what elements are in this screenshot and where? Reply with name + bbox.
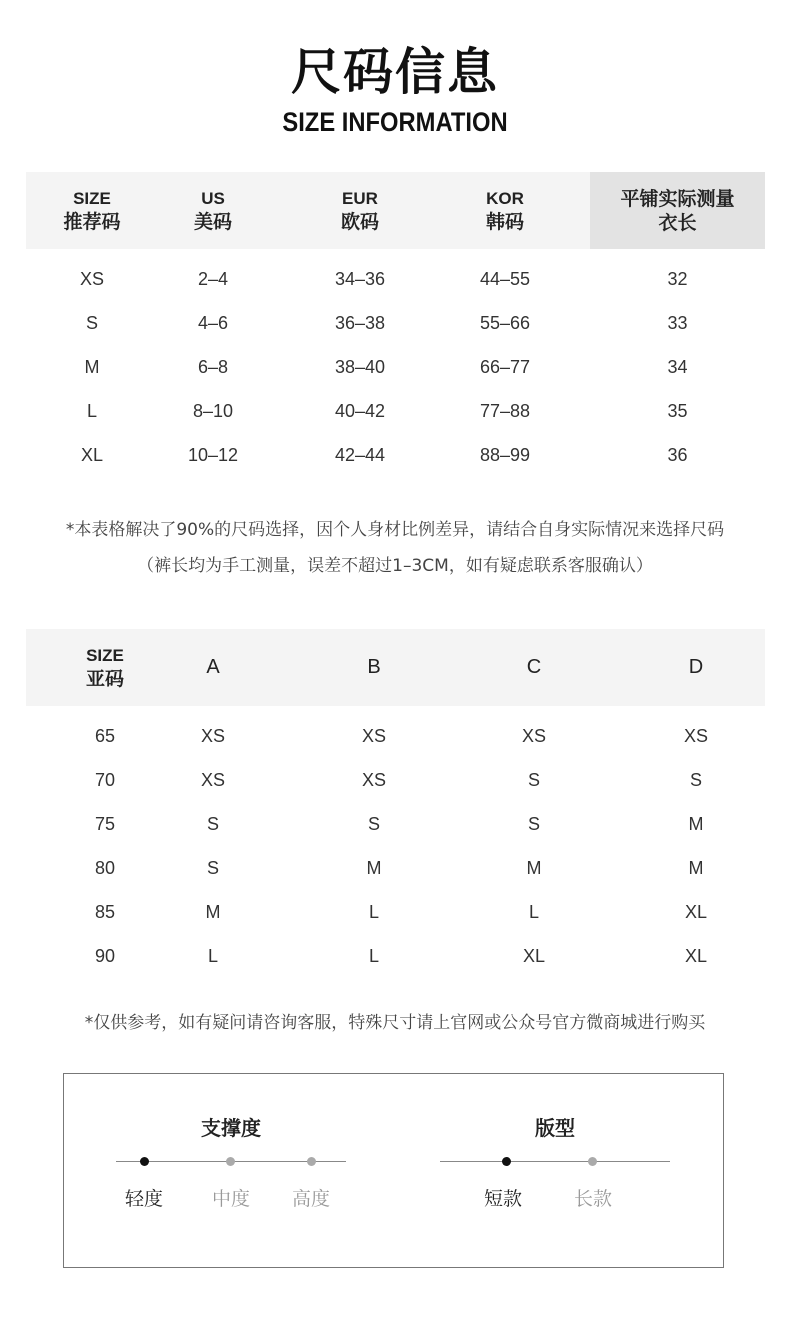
cell-b: XS [361, 726, 386, 746]
cell-us: 2–4 [197, 269, 229, 289]
bra-table-header [26, 629, 765, 706]
cell-band: 65 [94, 726, 116, 746]
cell-d: XL [684, 902, 708, 922]
table-row [26, 257, 765, 301]
header-size-en: SIZE [73, 188, 111, 208]
cell-b: L [368, 946, 379, 966]
cell-c: XL [522, 946, 546, 966]
cell-d: S [689, 770, 702, 790]
cell-length: 35 [667, 401, 688, 421]
cell-d: M [688, 858, 704, 878]
fit-dot-long [588, 1157, 597, 1166]
size-note-line1: *本表格解决了90%的尺码选择，因个人身材比例差异，请结合自身实际情况来选择尺码 [65, 520, 725, 540]
support-title: 支撑度 [201, 1116, 261, 1140]
page-title: 尺码信息 [291, 43, 499, 101]
size-table [26, 172, 765, 477]
header-cup-b [324, 629, 424, 706]
cell-a: L [207, 946, 218, 966]
cell-c: S [527, 770, 540, 790]
header-asia-size-en: SIZE [86, 645, 124, 665]
fit-title: 版型 [535, 1116, 575, 1140]
cell-c: M [526, 858, 542, 878]
cell-size: L [86, 401, 97, 421]
header-eur [268, 172, 452, 249]
header-kor-en: KOR [486, 188, 524, 208]
reference-note: *仅供参考，如有疑问请咨询客服，特殊尺寸请上官网或公众号官方微商城进行购买 [84, 1013, 706, 1033]
fit-type-indicator [440, 1074, 670, 1267]
cell-band: 70 [94, 770, 116, 790]
cell-kor: 77–88 [479, 401, 531, 421]
cell-a: XS [200, 770, 225, 790]
feature-indicator-box [63, 1073, 724, 1268]
header-asia-size [50, 629, 160, 706]
header-kor-cn: 韩码 [485, 210, 524, 233]
cell-b: S [367, 814, 380, 834]
table-row [26, 758, 765, 802]
cell-a: S [206, 814, 219, 834]
support-label-medium: 中度 [211, 1188, 250, 1210]
table-row [26, 433, 765, 477]
header-eur-cn: 欧码 [340, 210, 379, 233]
support-dot-medium [226, 1157, 235, 1166]
header-eur-en: EUR [342, 188, 378, 208]
header-cup-a [163, 629, 263, 706]
table-row [26, 389, 765, 433]
cell-band: 90 [94, 946, 116, 966]
table-row [26, 301, 765, 345]
cell-a: XS [200, 726, 225, 746]
cell-c: L [528, 902, 539, 922]
cell-band: 80 [94, 858, 116, 878]
cell-eur: 42–44 [334, 445, 386, 465]
cell-b: L [368, 902, 379, 922]
header-us-en: US [201, 188, 225, 208]
cell-size: XS [79, 269, 104, 289]
cell-eur: 38–40 [334, 357, 386, 377]
header-cup-a-label: A [206, 656, 220, 678]
cell-band: 75 [94, 814, 116, 834]
table-row [26, 846, 765, 890]
header-size-cn: 推荐码 [63, 210, 121, 233]
header-cup-c-label: C [526, 656, 542, 678]
cell-kor: 44–55 [479, 269, 531, 289]
table-row [26, 890, 765, 934]
cell-size: S [85, 313, 98, 333]
cell-d: XL [684, 946, 708, 966]
header-cup-c [484, 629, 584, 706]
page-subtitle: SIZE INFORMATION [282, 107, 508, 137]
cell-eur: 36–38 [334, 313, 386, 333]
header-kor [452, 172, 558, 249]
header-cup-d-label: D [688, 656, 704, 678]
support-label-high: 高度 [291, 1188, 330, 1210]
header-cup-d [646, 629, 746, 706]
cell-size: M [84, 357, 100, 377]
cell-length: 34 [667, 357, 688, 377]
cell-length: 36 [667, 445, 688, 465]
fit-scale-line [440, 1161, 670, 1162]
cell-us: 4–6 [197, 313, 229, 333]
support-dot-light [140, 1157, 149, 1166]
support-dot-high [307, 1157, 316, 1166]
table-row [26, 345, 765, 389]
cell-us: 8–10 [192, 401, 234, 421]
size-note-line2: （裤长均为手工测量，误差不超过1–3CM，如有疑虑联系客服确认） [137, 556, 653, 576]
cell-a: S [206, 858, 219, 878]
cell-eur: 34–36 [334, 269, 386, 289]
cell-c: S [527, 814, 540, 834]
header-us [158, 172, 268, 249]
cell-kor: 55–66 [479, 313, 531, 333]
table-row [26, 934, 765, 978]
cell-d: XS [683, 726, 708, 746]
cell-b: XS [361, 770, 386, 790]
bra-size-table [26, 629, 765, 978]
cell-length: 33 [667, 313, 688, 333]
header-us-cn: 美码 [193, 210, 232, 233]
cell-kor: 88–99 [479, 445, 531, 465]
cell-kor: 66–77 [479, 357, 531, 377]
size-table-header [26, 172, 765, 249]
table-row [26, 802, 765, 846]
cell-c: XS [521, 726, 546, 746]
header-cup-b-label: B [367, 656, 381, 678]
header-length-measure: 平铺实际测量 [620, 187, 735, 210]
header-length-cn: 衣长 [658, 211, 697, 234]
cell-us: 6–8 [197, 357, 229, 377]
table-row [26, 714, 765, 758]
cell-us: 10–12 [187, 445, 239, 465]
cell-a: M [205, 902, 221, 922]
cell-length: 32 [667, 269, 688, 289]
cell-eur: 40–42 [334, 401, 386, 421]
cell-b: M [366, 858, 382, 878]
header-length [590, 172, 765, 249]
header-size [26, 172, 158, 249]
fit-label-short: 短款 [483, 1188, 522, 1210]
fit-label-long: 长款 [573, 1188, 612, 1210]
cell-size: XL [80, 445, 104, 465]
cell-d: M [688, 814, 704, 834]
cell-band: 85 [94, 902, 116, 922]
header-asia-size-cn: 亚码 [85, 667, 124, 690]
fit-dot-short [502, 1157, 511, 1166]
support-label-light: 轻度 [124, 1188, 163, 1210]
support-level-indicator [116, 1074, 346, 1267]
